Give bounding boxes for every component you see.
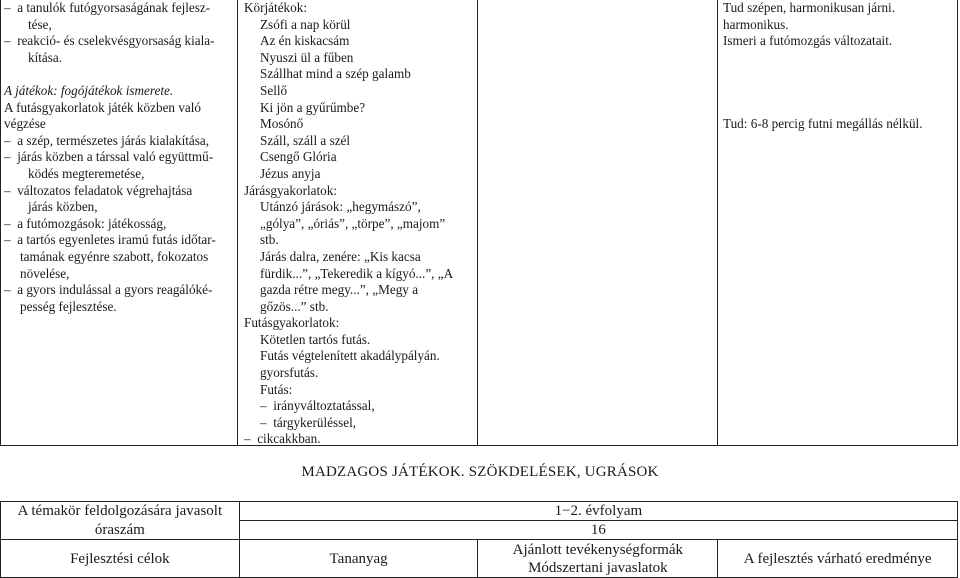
goals-line: tése, (28, 16, 52, 32)
goals-line: – a tanulók futógyorsaságának fejlesz- (4, 0, 234, 17)
goals-line: járás közben, (28, 199, 98, 215)
content-line: Mosónő (260, 116, 304, 132)
content-line: Utánzó járások: „hegymászó”, (260, 199, 421, 215)
header-methods-line2: Módszertani javaslatok (528, 559, 668, 576)
content-line: Nyuszi ül a fűben (260, 49, 354, 65)
content-line: gyorsfutás. (260, 365, 319, 381)
goals-line: – a futómozgások: játékosság, (4, 216, 234, 233)
content-line: gazda rétre megy...”, „Megy a (260, 282, 419, 298)
content-line: Száll, száll a szél (260, 132, 351, 148)
content-line: Futás végtelenített akadálypályán. (260, 348, 440, 364)
results-line: Tud: 6-8 percig futni megállás nélkül. (723, 116, 923, 132)
goals-line: növelése, (20, 265, 70, 281)
content-line: Járásgyakorlatok: (244, 182, 338, 198)
content-line: gőzös...” stb. (260, 298, 329, 314)
content-line: – tárgykerüléssel, (244, 415, 474, 432)
content-line: Szállhat mind a szép galamb (260, 66, 411, 82)
goals-line: – a gyors indulással a gyors reagálóké- (4, 282, 234, 299)
goals-line: – reakció- és cselekvésgyorsaság kiala- (4, 33, 234, 50)
content-line: Sellő (260, 82, 288, 98)
header-methods (478, 540, 718, 578)
content-line: Körjátékok: (244, 0, 307, 15)
results-line: Ismeri a futómozgás változatait. (723, 33, 893, 49)
goals-line: kítása. (28, 49, 63, 65)
topic-header-table (0, 501, 958, 578)
hours-value: 16 (239, 521, 957, 540)
content-line: stb. (260, 232, 279, 248)
goals-line (4, 66, 234, 83)
goals-line: pesség fejlesztése. (20, 298, 117, 314)
content-line: Kötetlen tartós futás. (260, 331, 371, 347)
goals-line: ködés megteremetése, (28, 165, 145, 181)
content-line: Járás dalra, zenére: „Kis kacsa (260, 248, 421, 264)
development-goals-column (4, 0, 234, 315)
content-line: Futás: (260, 381, 293, 397)
content-line: – irányváltoztatással, (244, 398, 474, 415)
header-methods-line1: Ajánlott tevékenységformák (512, 541, 684, 558)
content-line: fürdik...”, „Tekeredik a kígyó...”, „A (260, 265, 454, 281)
goals-line: tamának egyénre szabott, fokozatos (20, 248, 209, 264)
column-divider (477, 0, 478, 446)
goals-line: – változatos feladatok végrehajtása (4, 183, 234, 200)
content-line: Jézus anyja (260, 165, 321, 181)
header-content: Tananyag (239, 540, 478, 578)
grade-value: 1−2. évfolyam (239, 502, 957, 521)
results-line (723, 83, 955, 100)
header-results: A fejlesztés várható eredménye (718, 540, 958, 578)
content-line: – cikcakkban. (244, 431, 474, 448)
content-line: „gólya”, „óriás”, „törpe”, „majom” (260, 215, 446, 231)
curriculum-content-column (244, 0, 474, 448)
goals-line: – a tartós egyenletes iramú futás időtar- (4, 232, 234, 249)
hours-label: óraszám (1, 521, 240, 540)
section-title: MADZAGOS JÁTÉKOK. SZÖKDELÉSEK, UGRÁSOK (301, 464, 659, 480)
expected-results-column (723, 0, 955, 133)
content-line: Az én kiskacsám (260, 33, 350, 49)
recommended-label: A témakör feldolgozására javasolt (1, 502, 240, 521)
results-line: Tud szépen, harmonikusan járni. (723, 0, 896, 15)
content-line: Csengő Glória (260, 149, 337, 165)
goals-line: A futásgyakorlatok játék közben való (4, 99, 202, 115)
results-line (723, 66, 955, 83)
header-goals: Fejlesztési célok (1, 540, 240, 578)
results-line: harmonikus. (723, 16, 789, 32)
goals-line: A játékok: fogójátékok ismerete. (4, 82, 174, 98)
results-line (723, 100, 955, 117)
content-line: Futásgyakorlatok: (244, 315, 340, 331)
goals-line: végzése (4, 116, 46, 132)
content-line: Zsófi a nap körül (260, 16, 351, 32)
goals-line: – járás közben a társsal való együttmű- (4, 149, 234, 166)
results-line (723, 50, 955, 67)
column-divider (237, 0, 238, 446)
goals-line: – a szép, természetes járás kialakítása, (4, 133, 234, 150)
content-line: Ki jön a gyűrűmbe? (260, 99, 366, 115)
column-divider (717, 0, 718, 446)
